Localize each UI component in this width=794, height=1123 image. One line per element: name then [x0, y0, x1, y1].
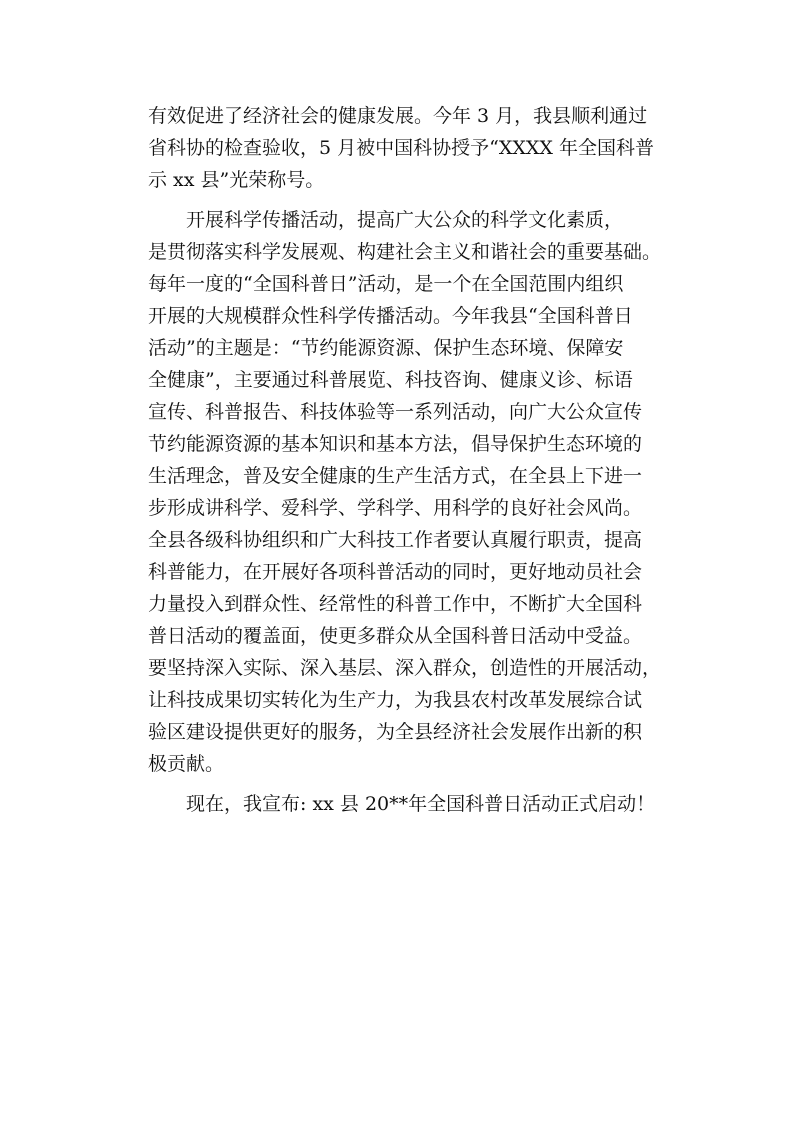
- paragraph-2-line-6: 全健康”，主要通过科普展览、科技咨询、健康义诊、标语: [148, 369, 633, 391]
- paragraph-2-line-11: 全县各级科协组织和广大科技工作者要认真履行职责，提高: [148, 529, 643, 551]
- paragraph-2-line-17: 验区建设提供更好的服务，为全县经济社会发展作出新的积: [148, 721, 643, 743]
- paragraph-2-line-16: 让科技成果切实转化为生产力，为我县农村改革发展综合试: [148, 689, 643, 711]
- paragraph-2-line-13: 力量投入到群众性、经常性的科普工作中，不断扩大全国科: [148, 593, 643, 615]
- paragraph-2: [148, 204, 693, 780]
- paragraph-2-line-14: 普日活动的覆盖面，使更多群众从全国科普日活动中受益。: [148, 625, 643, 647]
- paragraph-2-line-15: 要坚持深入实际、深入基层、深入群众，创造性的开展活动，: [148, 657, 662, 679]
- paragraph-2-line-9: 生活理念，普及安全健康的生产生活方式，在全县上下进一: [148, 465, 643, 487]
- document-body: [148, 100, 693, 820]
- paragraph-1-line-2: 省科协的检查验收，5 月被中国科协授予“XXXX 年全国科普: [148, 137, 654, 159]
- paragraph-3: [148, 788, 693, 820]
- paragraph-spacer: [148, 780, 693, 788]
- paragraph-1: [148, 100, 693, 196]
- paragraph-2-line-18: 极贡献。: [148, 753, 225, 775]
- paragraph-3-line-1: 现在，我宣布: xx 县 20**年全国科普日活动正式启动！: [186, 793, 656, 815]
- paragraph-2-line-7: 宣传、科普报告、科技体验等一系列活动，向广大公众宣传: [148, 401, 643, 423]
- paragraph-2-line-1: 开展科学传播活动，提高广大公众的科学文化素质，: [186, 209, 624, 231]
- paragraph-2-line-5: 活动”的主题是：“节约能源资源、保护生态环境、保障安: [148, 337, 624, 359]
- paragraph-2-line-12: 科普能力，在开展好各项科普活动的同时，更好地动员社会: [148, 561, 643, 583]
- paragraph-1-line-3: 示 xx 县”光荣称号。: [148, 169, 325, 191]
- paragraph-1-line-1: 有效促进了经济社会的健康发展。今年 3 月，我县顺利通过: [148, 105, 648, 127]
- paragraph-2-line-10: 步形成讲科学、爱科学、学科学、用科学的良好社会风尚。: [148, 497, 643, 519]
- paragraph-2-line-3: 每年一度的“全国科普日”活动，是一个在全国范围内组织: [148, 273, 624, 295]
- paragraph-spacer: [148, 196, 693, 204]
- paragraph-2-line-2: 是贯彻落实科学发展观、构建社会主义和谐社会的重要基础。: [148, 241, 662, 263]
- paragraph-2-line-8: 节约能源资源的基本知识和基本方法，倡导保护生态环境的: [148, 433, 643, 455]
- paragraph-2-line-4: 开展的大规模群众性科学传播活动。今年我县“全国科普日: [148, 305, 633, 327]
